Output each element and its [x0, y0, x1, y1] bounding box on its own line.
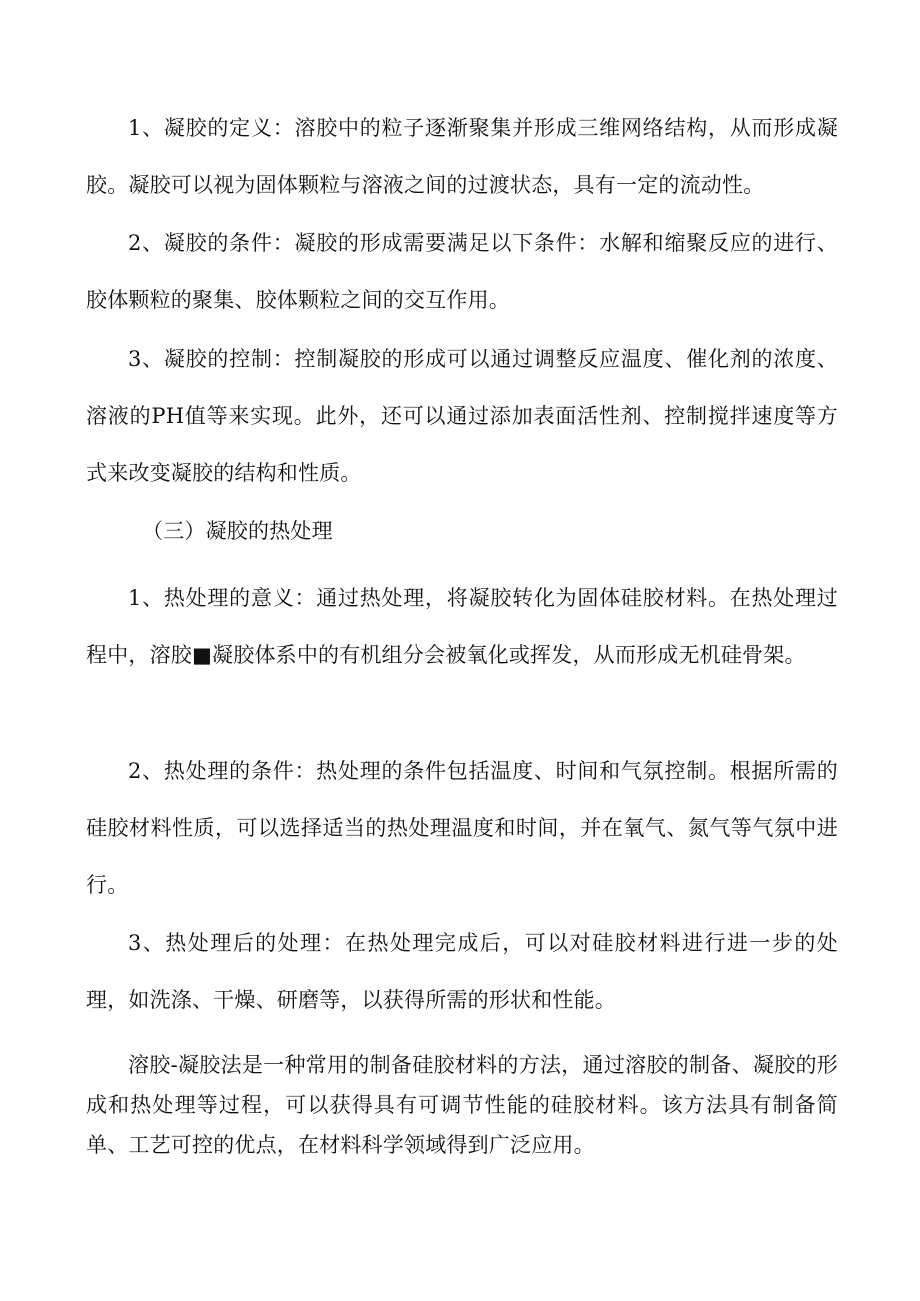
paragraph-gel-control: 3、凝胶的控制：控制凝胶的形成可以通过调整反应温度、催化剂的浓度、溶液的PH值等来实现。此外，还可以通过添加表面活性剂、控制搅拌速度等方式来改变凝胶的结构和性质。: [86, 347, 838, 485]
section-heading-heat-treatment: （三）凝胶的热处理: [142, 519, 333, 543]
paragraph-gel-definition: 1、凝胶的定义：溶胶中的粒子逐渐聚集并形成三维网络结构，从而形成凝胶。凝胶可以视为固体颗粒与溶液之间的过渡状态，具有一定的流动性。: [86, 116, 838, 197]
paragraph-post-treatment: 3、热处理后的处理：在热处理完成后，可以对硅胶材料进行进一步的处理，如洗涤、干燥、研磨等，以获得所需的形状和性能。: [86, 931, 838, 1012]
paragraph-summary: 溶胶-凝胶法是一种常用的制备硅胶材料的方法，通过溶胶的制备、凝胶的形成和热处理等过程，可以获得具有可调节性能的硅胶材料。该方法具有制备简单、工艺可控的优点，在材料科学领域得到广泛应用。: [86, 1053, 838, 1157]
paragraph-heat-treatment-meaning: 1、热处理的意义：通过热处理，将凝胶转化为固体硅胶材料。在热处理过程中，溶胶■凝胶体系中的有机组分会被氧化或挥发，从而形成无机硅骨架。: [86, 586, 838, 667]
paragraph-gel-conditions: 2、凝胶的条件：凝胶的形成需要满足以下条件：水解和缩聚反应的进行、胶体颗粒的聚集、胶体颗粒之间的交互作用。: [86, 231, 838, 312]
paragraph-heat-treatment-conditions: 2、热处理的条件：热处理的条件包括温度、时间和气氛控制。根据所需的硅胶材料性质，可以选择适当的热处理温度和时间，并在氧气、氮气等气氛中进行。: [86, 759, 838, 897]
